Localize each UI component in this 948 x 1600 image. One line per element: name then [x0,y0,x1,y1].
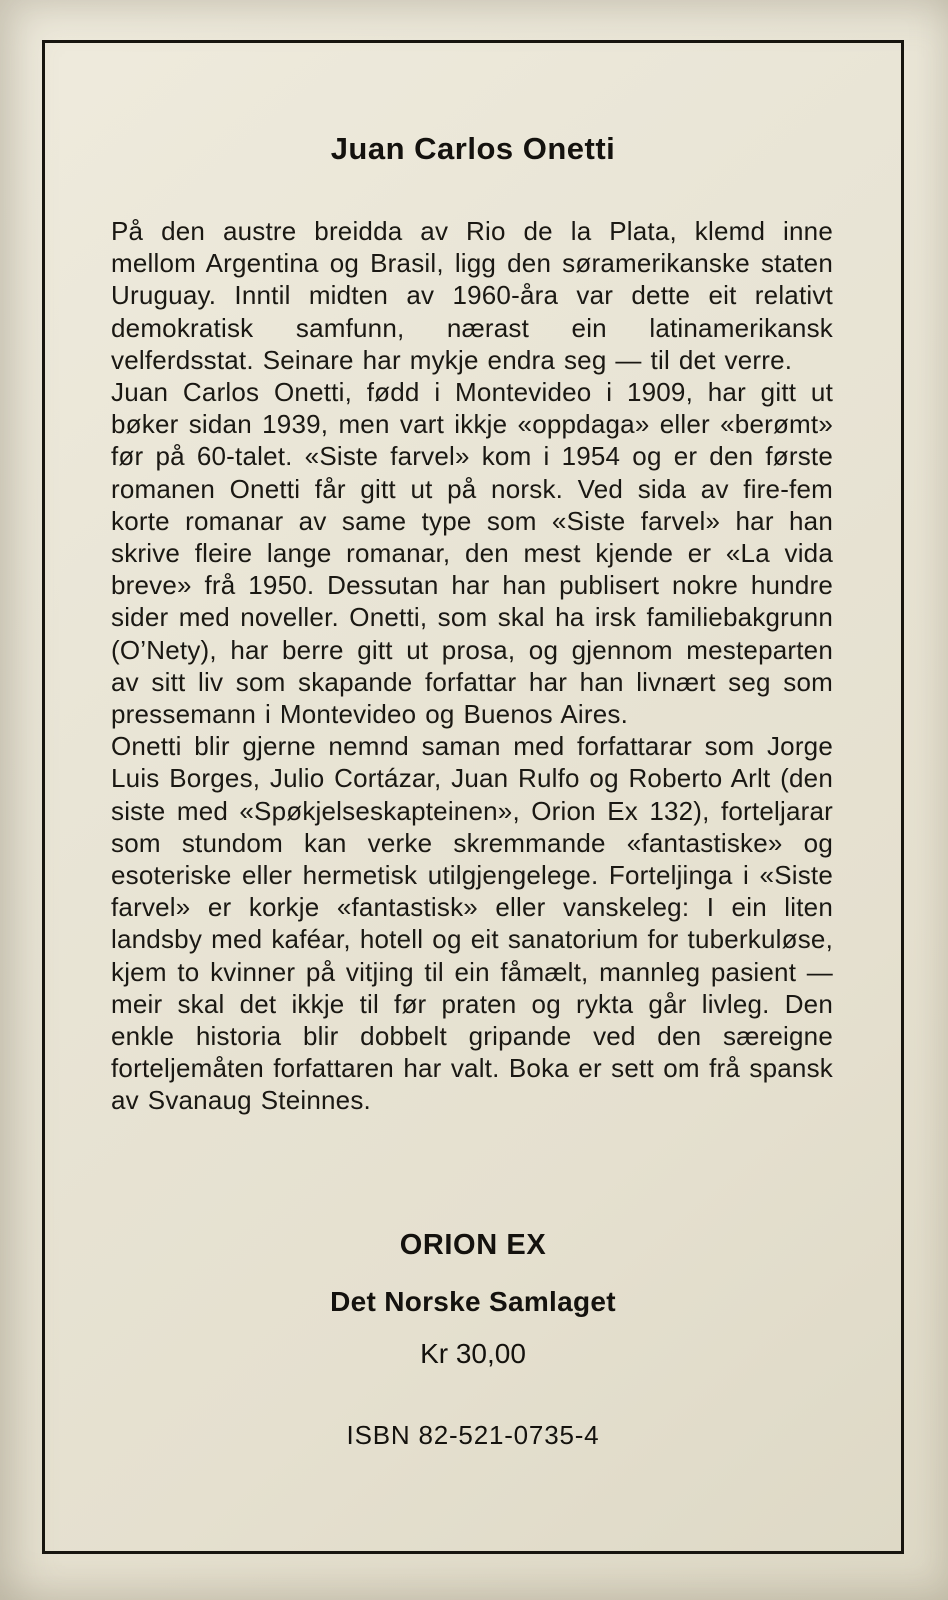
book-author-title: Juan Carlos Onetti [330,131,616,166]
publisher-name: Det Norske Samlaget [330,1285,616,1317]
blurb-paragraph: På den austre breidda av Rio de la Plata, klemd inne mellom Argentina og Brasil, ligg den søramerikanske staten Uruguay. Inntil midten av 1960-åra var dette eit relativt demokratisk samfunn, nærast ein latinamerikansk velferdsstat. Seinare har mykje endra seg — til det verre. [111,216,833,375]
series-name: ORION EX [399,1228,547,1261]
imprint-block [45,1229,901,1451]
price-label: Kr 30,00 [420,1337,526,1369]
blurb-paragraph: Juan Carlos Onetti, fødd i Montevideo i 1909, har gitt ut bøker sidan 1939, men vart ikkje «oppdaga» eller «berømt» før på 60-talet. «Siste farvel» kom i 1954 og er den første romanen Onetti får gitt ut på norsk. Ved sida av fire-fem korte romanar av same type som «Siste farvel» har han skrive fleire lange romanar, den mest kjende er «La vida breve» frå 1950. Dessutan har han publisert nokre hundre sider med noveller. Onetti, som skal ha irsk familiebakgrunn (O’Nety), har berre gitt ut prosa, og gjennom mesteparten av sitt liv som skapande forfattar har han livnært seg som pressemann i Montevideo og Buenos Aires. [111,377,833,730]
isbn-label: ISBN 82-521-0735-4 [346,1419,600,1450]
cover-border-frame [42,40,904,1554]
blurb-text-block [111,215,833,1117]
blurb-paragraph: Onetti blir gjerne nemnd saman med forfattarar som Jorge Luis Borges, Julio Cortázar, Juan Rulfo og Roberto Arlt (den siste med «Spøkjelseskapteinen», Orion Ex 132), forteljarar som stundom kan verke skremmande «fantastiske» og esoteriske eller hermetisk utilgjengelege. Forteljinga i «Siste farvel» er korkje «fantastisk» eller vanskeleg: I ein liten landsby med kaféar, hotell og eit sanatorium for tuberkuløse, kjem to kvinner på vitjing til ein fåmælt, mannleg pasient — meir skal det ikkje til før praten og rykta går livleg. Den enkle historia blir dobbelt gripande ved den særeigne forteljemåten forfattaren har valt. Boka er sett om frå spansk av Svanaug Steinnes. [111,731,833,1116]
